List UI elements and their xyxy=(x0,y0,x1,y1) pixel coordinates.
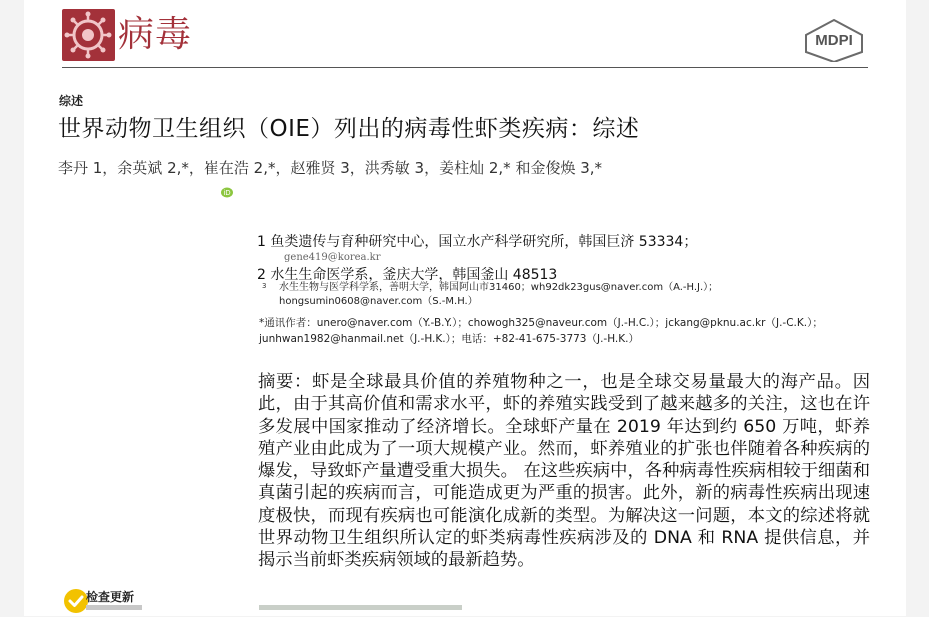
affiliation-1: 1 鱼类遗传与育种研究中心，国立水产科学研究所，韩国巨济 53334； xyxy=(257,234,698,250)
header-divider xyxy=(62,67,868,68)
check-updates-icon[interactable] xyxy=(64,589,88,613)
email-overlay-text: gene419@korea.kr xyxy=(284,252,381,263)
virus-logo-icon xyxy=(62,9,115,61)
journal-name: 病毒 xyxy=(118,14,193,55)
affiliation-2: 2 水生生命医学系，釜庆大学，韩国釜山 48513 xyxy=(257,267,558,283)
author-list: 李丹 1，余英斌 2,*，崔在浩 2,*，赵雅贤 3，洪秀敏 3，姜柱灿 2,* 和金俊焕 3,* xyxy=(58,159,603,177)
article-type: 综述 xyxy=(59,94,84,108)
affiliation-3 xyxy=(279,281,799,309)
corresponding-line-2: junhwan1982@hanmail.net（J.-H.K.）；电话：+82-41-675-3773（J.-H.K.） xyxy=(259,333,639,345)
affiliation-3-number: 3 xyxy=(262,282,267,290)
corresponding-line-1: *通讯作者：unero@naver.com（Y.-B.Y.）；chowogh325@naveur.com（J.-H.C.）；jckang@pknu.ac.kr（J.-C.K.）； xyxy=(259,317,823,329)
mdpi-logo-icon xyxy=(802,18,866,62)
affiliation-3-line-2: hongsumin0608@naver.com（S.-M.H.） xyxy=(279,296,478,307)
corresponding-authors xyxy=(259,315,879,347)
article-title: 世界动物卫生组织（OIE）列出的病毒性虾类疾病：综述 xyxy=(58,116,640,142)
orcid-icon[interactable] xyxy=(220,183,234,195)
publisher-logo-text: MDPI xyxy=(815,32,853,49)
svg-text:iD: iD xyxy=(223,189,231,197)
abstract-paragraph: 摘要：虾是全球最具价值的养殖物种之一，也是全球交易量最大的海产品。因此，由于其高价值和需求水平，虾的养殖实践受到了越来越多的关注，这也在许多发展中国家推动了经济增长。全球虾产量在 2019 年达到约 650 万吨，虾养殖产业由此成为了一项大规模产业。然而，虾养殖业的扩张也伴随着各种疾病的爆发，导致虾产量遭受重大损失。 在这些疾病中，各种病毒性疾病相较于细菌和真菌引起的疾病而言，可能造成更为严重的损害。此外，新的病毒性疾病出现速度极快，而现有疾病也可能演化成新的类型。为解决这一问题，本文的综述将就世界动物卫生组织所认定的虾类病毒性疾病涉及的 DNA 和 RNA 提供信息，并揭示当前虾类疾病领域的最新趋势。 xyxy=(258,372,870,571)
footer-divider-right xyxy=(259,605,462,610)
check-updates-link[interactable]: 检查更新 xyxy=(86,590,135,604)
document-page xyxy=(24,0,906,616)
affiliation-3-line-1: 水生生物与医学科学系，善明大学，韩国阿山市31460；wh92dk23gus@naver.com（A.-H.J.）； xyxy=(279,282,719,293)
footer-divider-left xyxy=(86,605,142,610)
